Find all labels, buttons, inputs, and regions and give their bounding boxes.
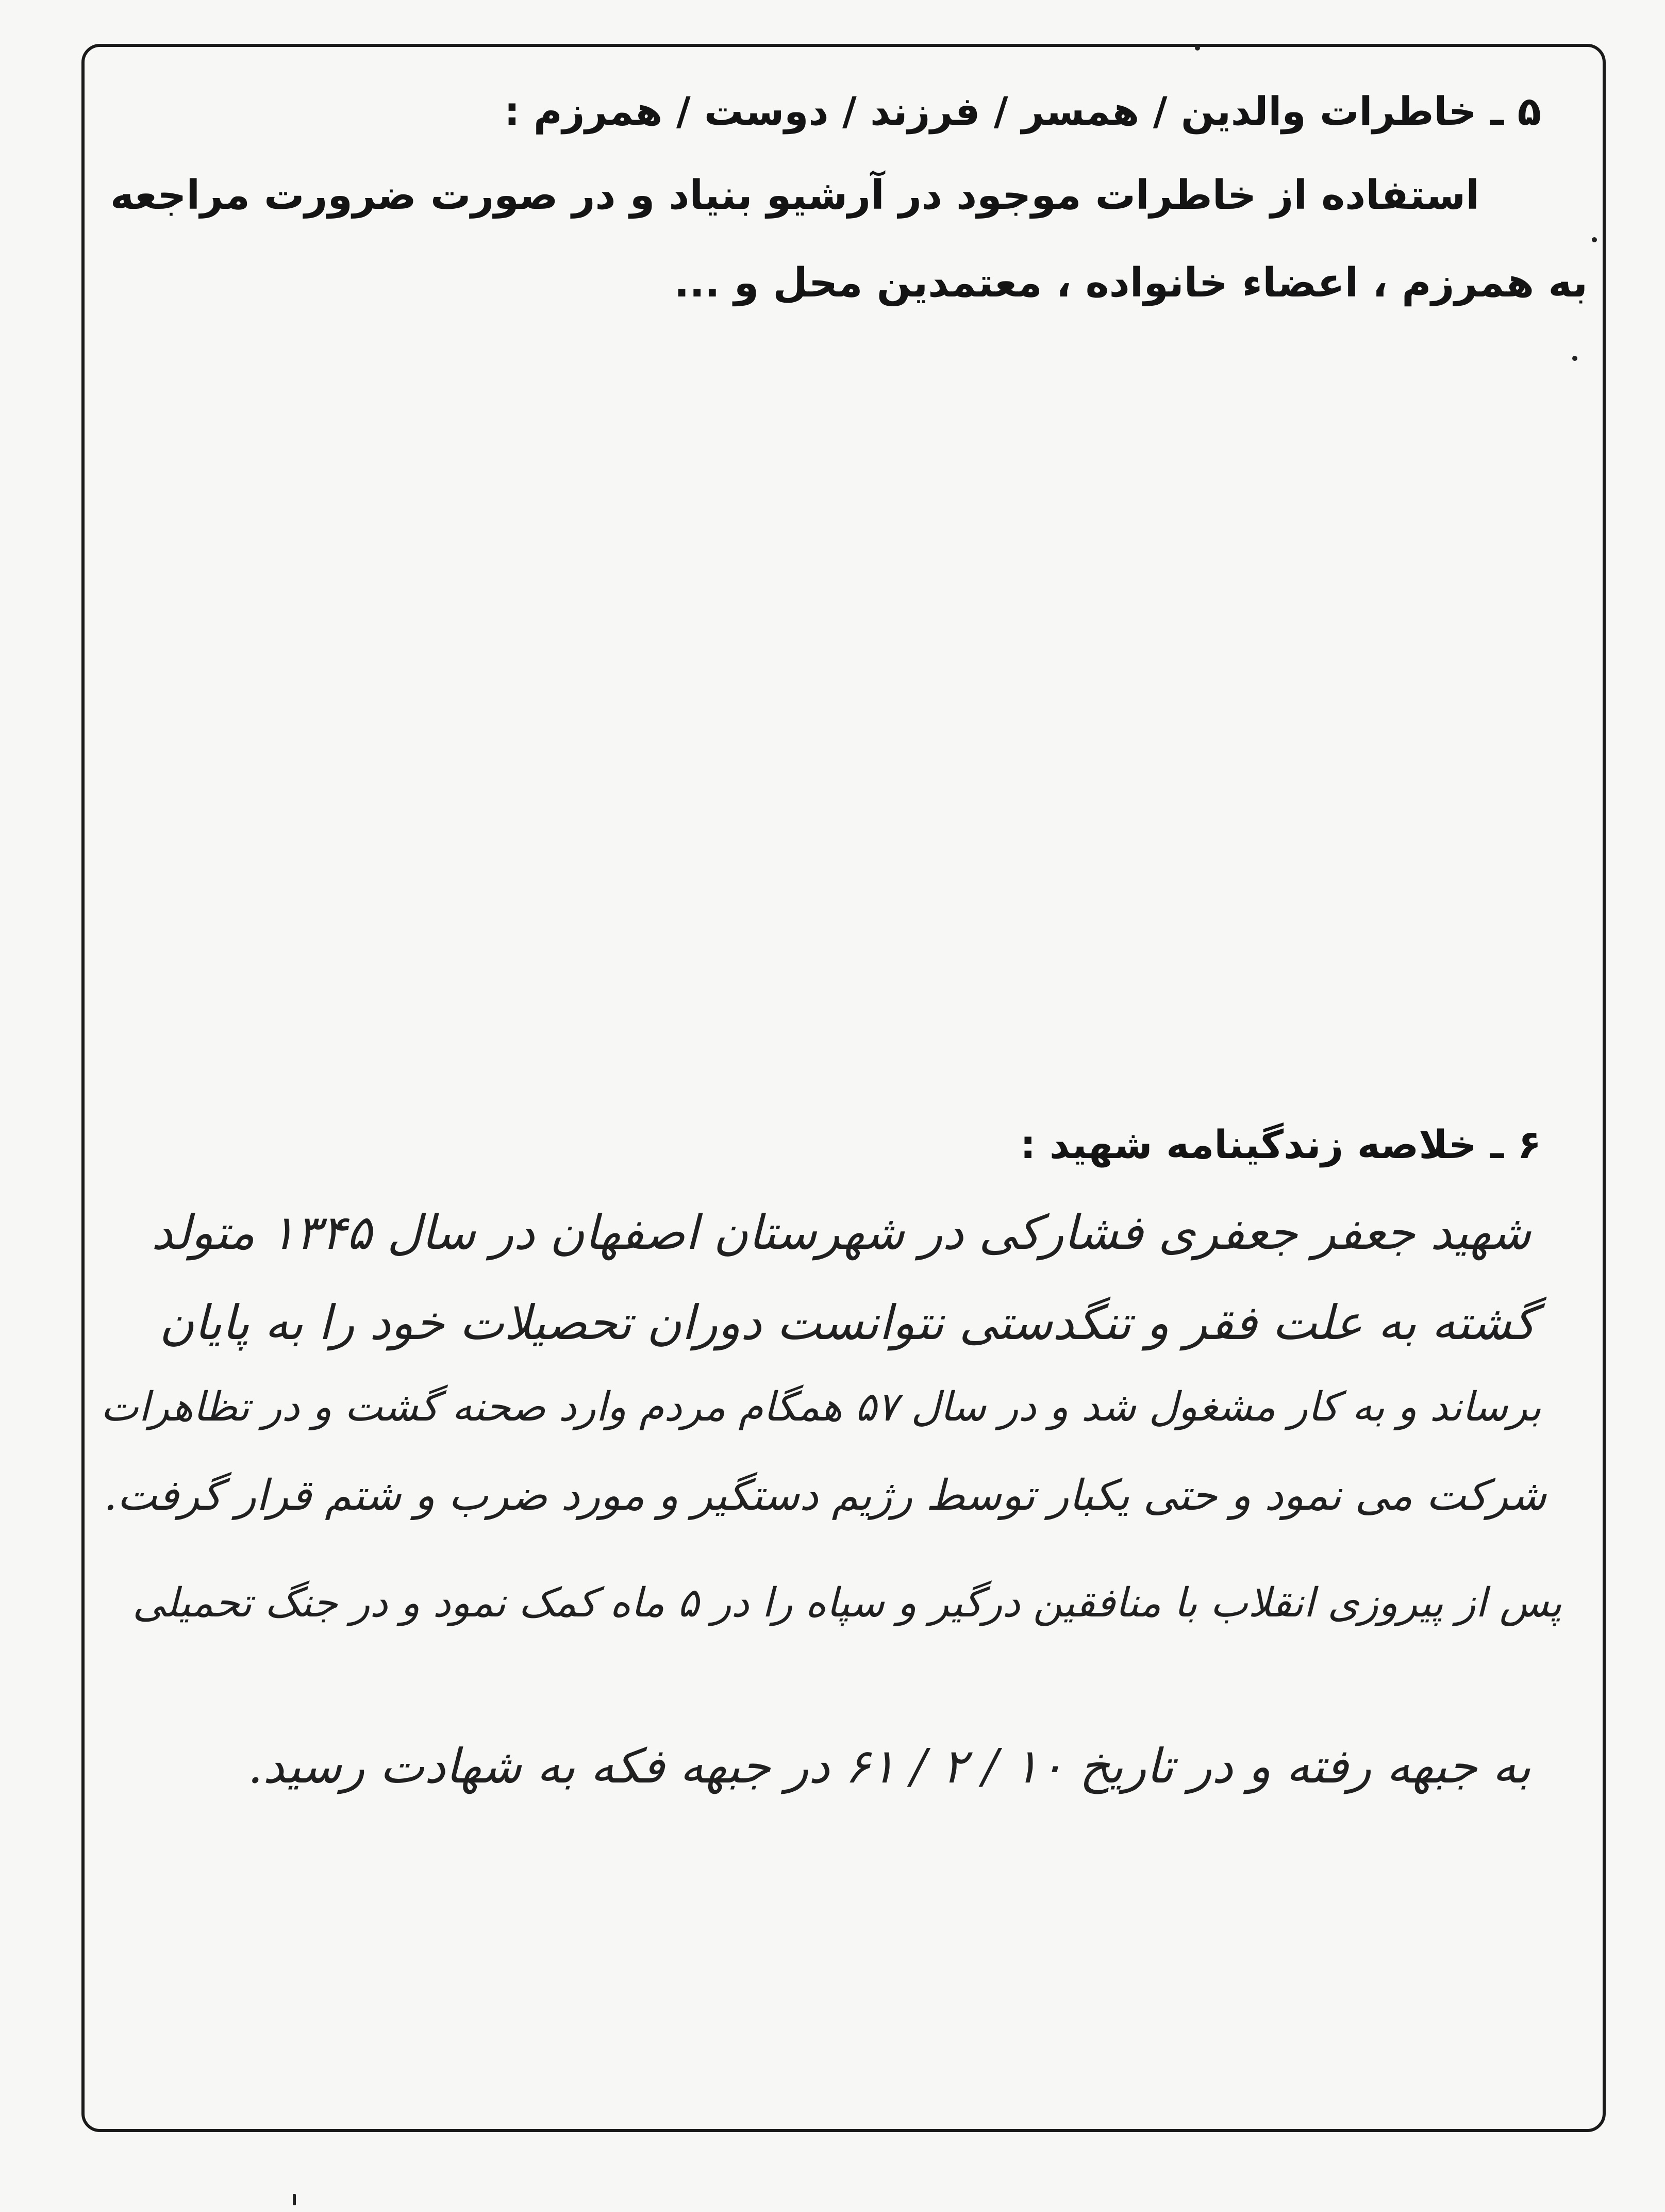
bio-line-2: گشته به علت فقر و تنگدستی نتوانست دوران تحصیلات خود را به پایان xyxy=(159,1295,1536,1350)
page-border xyxy=(81,44,1606,2132)
scan-speck xyxy=(293,2194,296,2205)
scan-speck xyxy=(1572,356,1577,361)
bio-line-3: برساند و به کار مشغول شد و در سال ۵۷ همگام مردم وارد صحنه گشت و در تظاهرات xyxy=(101,1384,1541,1430)
section6-heading: ۶ ـ خلاصه زندگینامه شهید : xyxy=(1020,1121,1541,1167)
bio-line-1: شهید جعفر جعفری فشارکی در شهرستان اصفهان در سال ۱۳۴۵ متولد xyxy=(151,1205,1531,1260)
scan-speck xyxy=(1195,45,1200,51)
bio-line-5: پس از پیروزی انقلاب با منافقین درگیر و سپاه را در ۵ ماه کمک نمود و در جنگ تحمیلی xyxy=(132,1580,1562,1626)
bio-line-6: به جبهه رفته و در تاریخ ۱۰ / ۲ / ۶۱ در جبهه فکه به شهادت رسید. xyxy=(247,1739,1531,1794)
section5-line1: استفاده از خاطرات موجود در آرشیو بنیاد و در صورت ضرورت مراجعه xyxy=(110,172,1479,219)
section5-line2: به همرزم ، اعضاء خانواده ، معتمدین محل و ... xyxy=(674,260,1588,306)
section5-heading: ۵ ـ خاطرات والدین / همسر / فرزند / دوست / همرزم : xyxy=(504,88,1541,134)
bio-line-4: شرکت می نمود و حتی یکبار توسط رژیم دستگیر و مورد ضرب و شتم قرار گرفت. xyxy=(104,1471,1546,1520)
scan-speck xyxy=(1592,237,1597,242)
